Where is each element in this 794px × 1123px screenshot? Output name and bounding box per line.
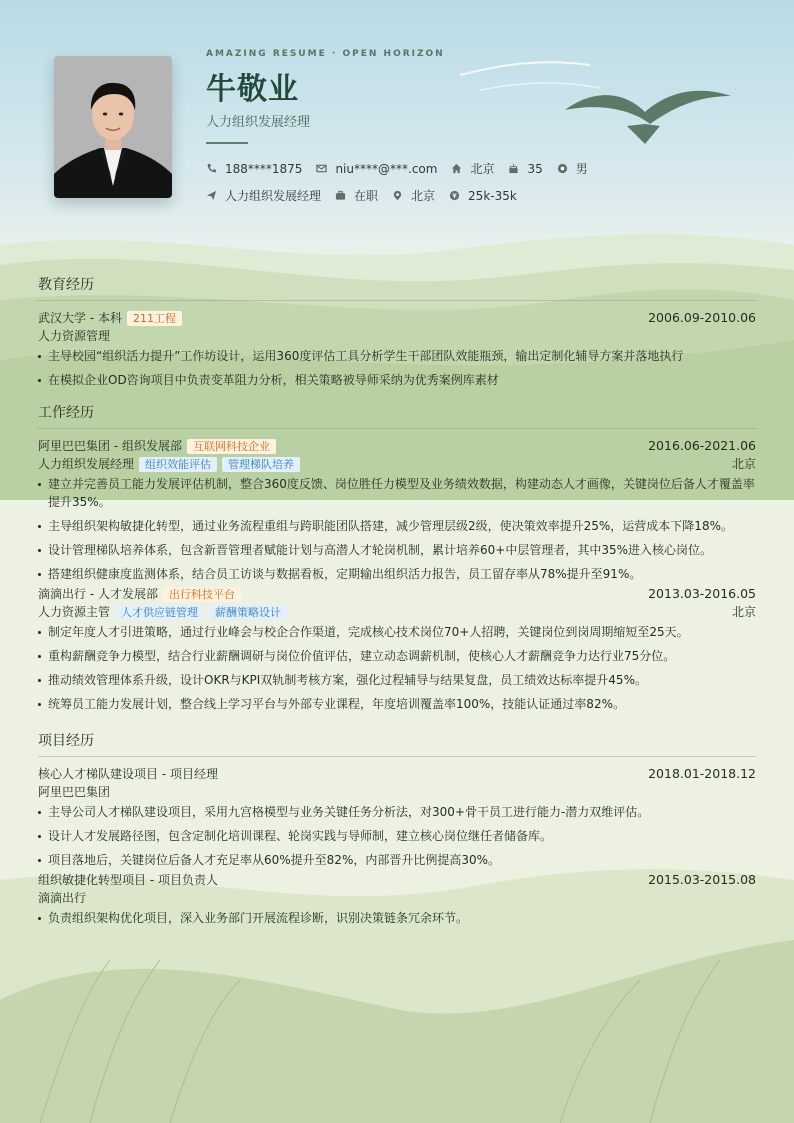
info-target-role [206,187,321,204]
list-item: 在模拟企业OD咨询项目中负责变革阻力分析，相关策略被导师采纳为优秀案例库素材 [38,371,756,389]
list-item: 建立并完善员工能力发展评估机制，整合360度反馈、岗位胜任力模型及业务绩效数据，构建动态人才画像，关键岗位后备人才覆盖率提升35%。 [38,475,756,511]
mail-icon [316,163,327,174]
project-entry [38,871,756,927]
job-entry [38,437,756,583]
section-title: 项目经历 [38,730,756,757]
education-date: 2006.09-2010.06 [648,310,756,325]
education-section [38,274,756,395]
job-city: 北京 [731,457,756,471]
header-divider [206,142,248,144]
job-bullets [38,623,756,713]
resume-kicker: AMAZING RESUME · OPEN HORIZON [206,49,445,59]
education-bullets [38,347,756,389]
list-item: 重构薪酬竞争力模型，结合行业薪酬调研与岗位价值评估，建立动态调薪机制，使核心人才薪酬竞争力达行业75分位。 [38,647,756,665]
home-text: 北京 [470,162,495,176]
candidate-role: 人力组织发展经理 [206,115,311,130]
company-name: 阿里巴巴集团 - 组织发展部 [38,439,182,453]
project-org: 滴滴出行 [38,891,87,905]
info-target-city [392,187,435,204]
project-name: 核心人才梯队建设项目 - 项目经理 [38,767,218,781]
list-item: 设计人才发展路径图，包含定制化培训课程、轮岗实践与导师制，建立核心岗位继任者储备库。 [38,827,756,845]
list-item: 主导组织架构敏捷化转型，通过业务流程重组与跨职能团队搭建，减少管理层级2级，使决策效率提升25%，运营成本下降18%。 [38,517,756,535]
company-tag: 出行科技平台 [163,587,241,602]
school-name: 武汉大学 - 本科 [38,311,122,325]
salary-text: 25k-35k [468,188,517,203]
gender-text: 男 [575,162,588,176]
info-phone [206,162,302,176]
major: 人力资源管理 [38,329,111,343]
project-date: 2018.01-2018.12 [648,766,756,781]
skill-tag: 管理梯队培养 [222,457,300,472]
list-item: 主导校园“组织活力提升”工作坊设计，运用360度评估工具分析学生干部团队效能瓶颈，输出定制化辅导方案并落地执行 [38,347,756,365]
job-position: 人力资源主管 [38,605,111,619]
candidate-name: 牛敬业 [206,72,299,107]
briefcase-icon [335,190,346,201]
list-item: 主导公司人才梯队建设项目，采用九宫格模型与业务关键任务分析法，对300+骨干员工进行能力-潜力双维评估。 [38,803,756,821]
project-entry [38,765,756,869]
job-intent-row [206,187,531,204]
project-name: 组织敏捷化转型项目 - 项目负责人 [38,873,218,887]
cake-icon [508,163,519,174]
target-city-text: 北京 [411,189,436,203]
list-item: 负责组织架构优化项目，深入业务部门开展流程诊断，识别决策链条冗余环节。 [38,909,756,927]
salary-icon [449,190,460,201]
job-bullets [38,475,756,583]
target-role-text: 人力组织发展经理 [225,189,322,203]
projects-section [38,730,756,933]
send-icon [206,190,217,201]
project-date: 2015.03-2015.08 [648,872,756,887]
section-title: 教育经历 [38,274,756,301]
info-gender [557,160,588,177]
skill-tag: 组织效能评估 [139,457,217,472]
education-entry [38,309,756,389]
skill-tag: 薪酬策略设计 [209,605,287,620]
avatar [54,56,172,198]
location-pin-icon [392,190,403,201]
job-date: 2013.03-2016.05 [648,586,756,601]
list-item: 设计管理梯队培养体系，包含新晋管理者赋能计划与高潜人才轮岗机制，累计培养60+中层管理者，其中35%进入核心岗位。 [38,541,756,559]
list-item: 搭建组织健康度监测体系，结合员工访谈与数据看板，定期输出组织活力报告，员工留存率从78%提升至91%。 [38,565,756,583]
job-city: 北京 [731,605,756,619]
info-status [335,187,378,204]
list-item: 统筹员工能力发展计划，整合线上学习平台与外部专业课程，年度培训覆盖率100%，技能认证通过率82%。 [38,695,756,713]
age-text: 35 [527,161,543,176]
job-position: 人力组织发展经理 [38,457,135,471]
list-item: 制定年度人才引进策略，通过行业峰会与校企合作渠道，完成核心技术岗位70+人招聘，关键岗位到岗周期缩短至25天。 [38,623,756,641]
company-tag: 互联网科技企业 [187,439,276,454]
home-icon [451,163,462,174]
list-item: 推动绩效管理体系升级，设计OKR与KPI双轨制考核方案，强化过程辅导与结果复盘，员工绩效达标率提升45%。 [38,671,756,689]
project-bullets [38,803,756,869]
skill-tag: 人才供应链管理 [115,605,204,620]
contact-row [206,160,602,177]
gender-icon [557,163,568,174]
info-email [316,162,437,176]
info-salary [449,189,517,203]
info-age [508,162,542,176]
project-bullets [38,909,756,927]
info-home [451,160,494,177]
phone-icon [206,163,217,174]
project-org: 阿里巴巴集团 [38,785,111,799]
phone-text: 188****1875 [225,161,303,176]
school-tag: 211工程 [127,311,182,326]
status-text: 在职 [354,189,379,203]
job-entry [38,585,756,713]
job-date: 2016.06-2021.06 [648,438,756,453]
company-name: 滴滴出行 - 人才发展部 [38,587,158,601]
list-item: 项目落地后，关键岗位后备人才充足率从60%提升至82%，内部晋升比例提高30%。 [38,851,756,869]
email-text: niu****@***.com [335,161,438,176]
section-title: 工作经历 [38,402,756,429]
work-section [38,402,756,719]
